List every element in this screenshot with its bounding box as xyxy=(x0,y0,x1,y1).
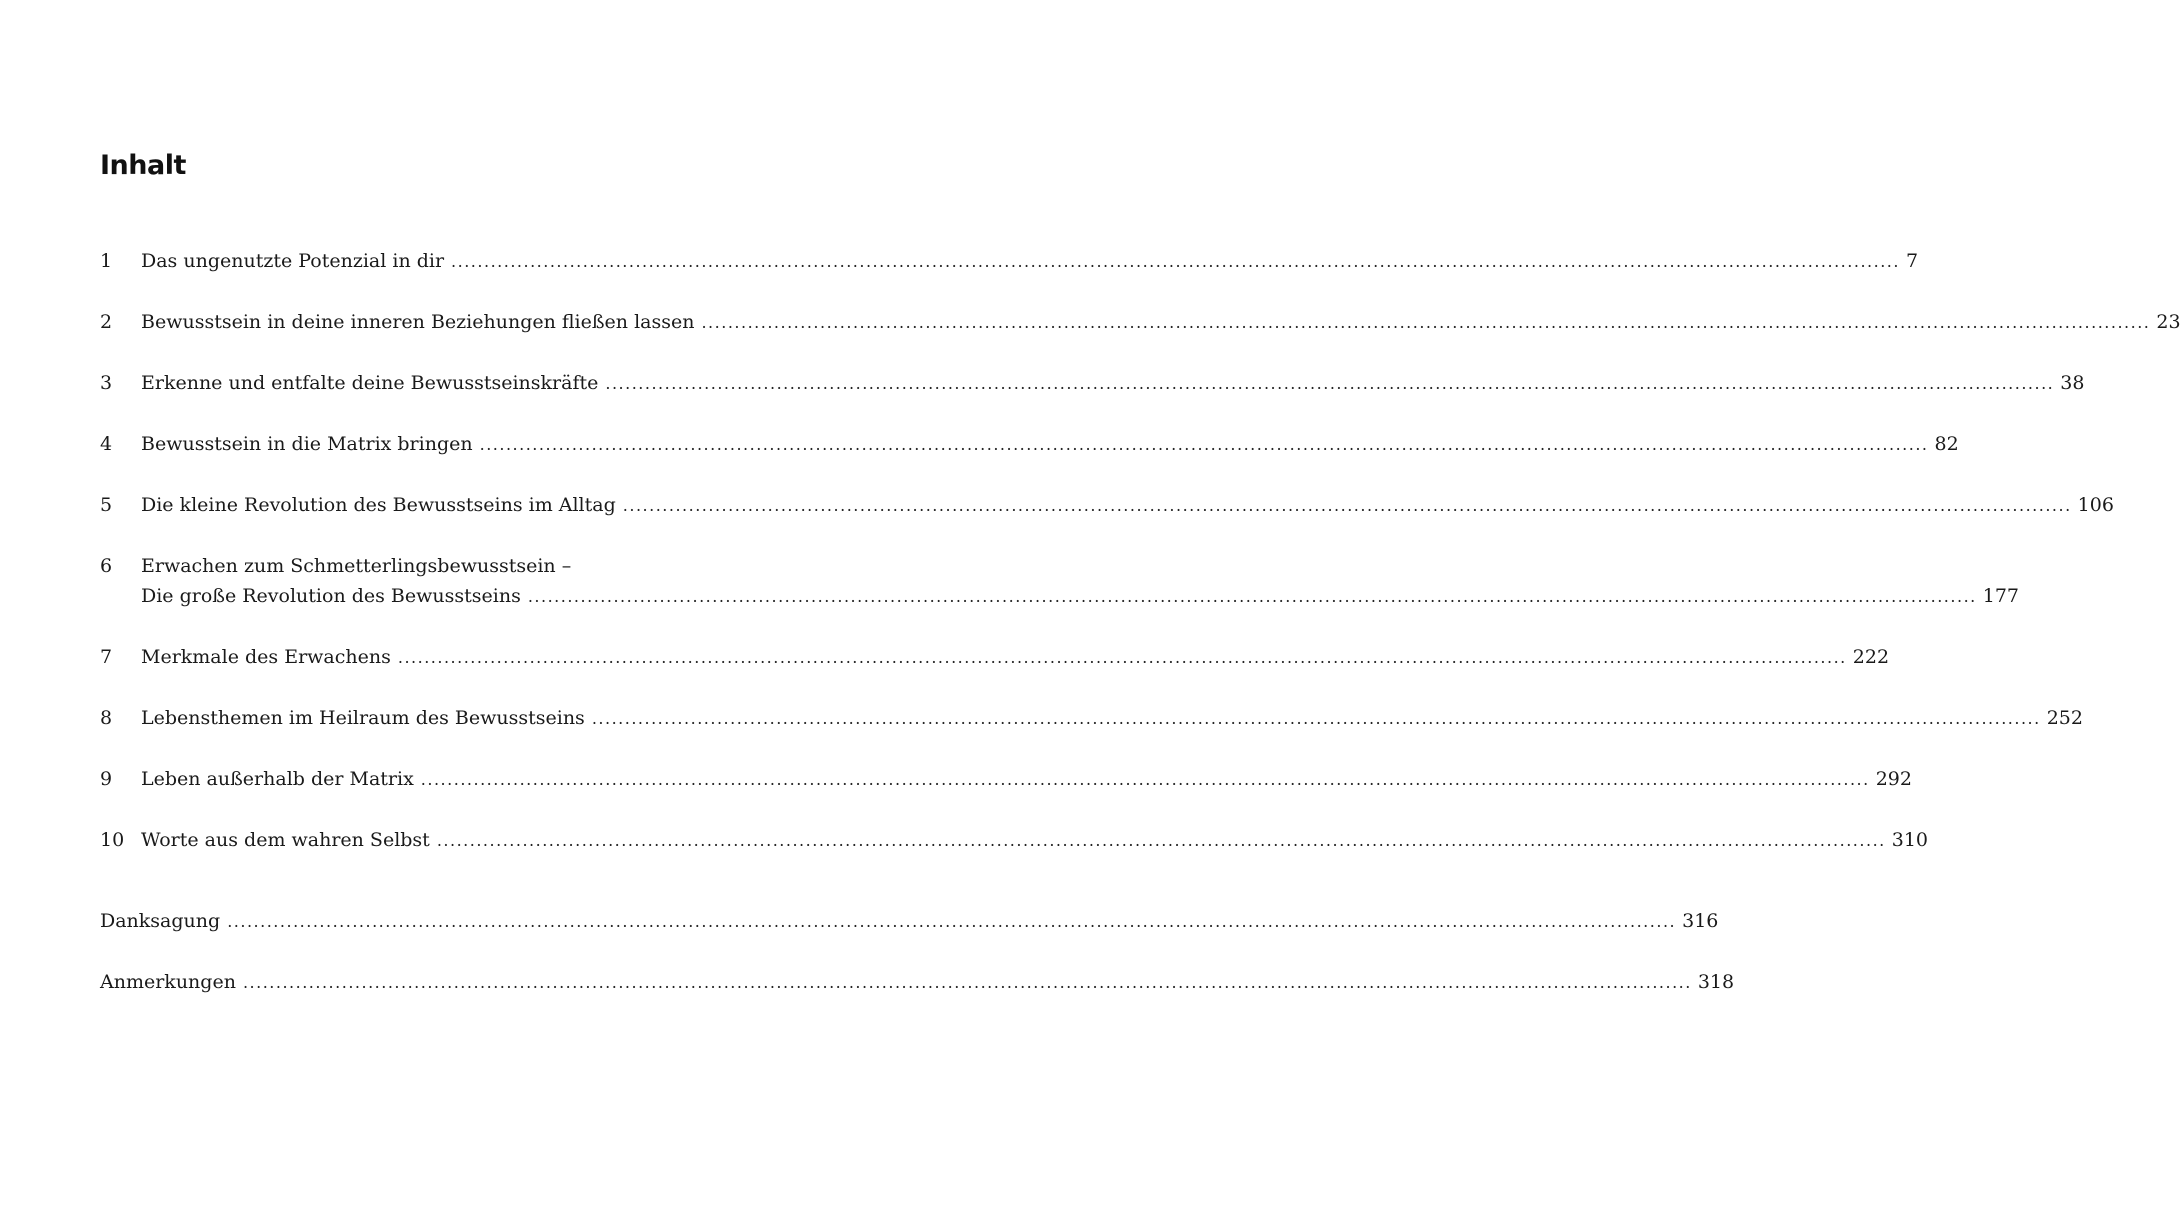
page-number: 177 xyxy=(1982,585,2019,607)
page-number: 82 xyxy=(1934,433,1959,455)
chapter-title: Merkmale des Erwachens xyxy=(141,646,391,668)
toc-entry[interactable] xyxy=(100,429,1959,460)
back-matter-body xyxy=(100,967,1735,998)
toc-entry[interactable] xyxy=(100,764,1912,795)
page-number: 106 xyxy=(2077,494,2114,516)
back-matter-entry[interactable] xyxy=(100,967,1735,998)
chapter-title: Worte aus dem wahren Selbst xyxy=(141,829,430,851)
chapter-title: Das ungenutzte Potenzial in dir xyxy=(141,250,445,272)
page-number: 38 xyxy=(2060,372,2085,394)
toc-entry[interactable] xyxy=(100,825,1928,856)
chapter-title: Erkenne und entfalte deine Bewusstseinskräfte xyxy=(141,372,599,394)
back-matter-line xyxy=(100,967,1735,998)
page-number: 7 xyxy=(1905,250,1919,272)
page-number: 318 xyxy=(1697,971,1735,993)
chapter-title: Bewusstsein in deine inneren Beziehungen fließen lassen xyxy=(141,311,695,333)
dot-leader: ............................................................................................................................................................................................................................ xyxy=(436,831,1886,850)
chapter-body xyxy=(141,551,2019,612)
dot-leader: ............................................................................................................................................................................................................................ xyxy=(420,770,1870,789)
dot-leader: ............................................................................................................................................................................................................................ xyxy=(527,587,1977,606)
chapter-number: 4 xyxy=(100,433,113,455)
dot-leader: ............................................................................................................................................................................................................................ xyxy=(451,252,1900,271)
dot-leader: ............................................................................................................................................................................................................................ xyxy=(622,496,2072,515)
page-number: 292 xyxy=(1875,768,1912,790)
chapter-body xyxy=(141,825,1928,856)
chapter-title: Lebensthemen im Heilraum des Bewusstseins xyxy=(141,707,585,729)
chapter-body xyxy=(141,642,1890,673)
chapter-title: Die kleine Revolution des Bewusstseins im Alltag xyxy=(141,494,616,516)
chapter-title-line xyxy=(141,490,2114,521)
toc-entry[interactable] xyxy=(100,490,2114,521)
chapter-title-line xyxy=(141,551,756,581)
page-number: 316 xyxy=(1682,910,1719,932)
chapter-number: 10 xyxy=(100,829,125,851)
chapter-number: 8 xyxy=(100,707,113,729)
chapter-title-line xyxy=(141,825,1928,856)
chapter-title: Leben außerhalb der Matrix xyxy=(141,768,414,790)
page-title: Inhalt xyxy=(100,150,186,181)
chapter-number: 5 xyxy=(100,494,113,516)
dot-leader: ............................................................................................................................................................................................................................ xyxy=(701,313,2151,332)
toc-entry[interactable] xyxy=(100,642,1890,673)
dot-leader: ............................................................................................................................................................................................................................ xyxy=(591,709,2041,728)
chapter-title: Erwachen zum Schmetterlingsbewusstsein – xyxy=(141,555,572,577)
chapter-body xyxy=(141,307,2181,338)
chapter-title-line xyxy=(141,368,2085,399)
page-number: 23 xyxy=(2156,311,2181,333)
chapter-title-line xyxy=(141,642,1890,673)
dot-leader: ............................................................................................................................................................................................................................ xyxy=(242,973,1692,992)
chapter-body xyxy=(141,764,1912,795)
toc-entry[interactable] xyxy=(100,551,2019,612)
back-matter-entry[interactable] xyxy=(100,906,1719,937)
chapter-title-line xyxy=(141,429,1959,460)
back-matter-title: Danksagung xyxy=(100,910,221,932)
toc-entry[interactable] xyxy=(100,368,2085,399)
dot-leader: ............................................................................................................................................................................................................................ xyxy=(397,648,1847,667)
chapter-list xyxy=(100,246,2181,886)
chapter-number: 7 xyxy=(100,646,113,668)
chapter-number: 2 xyxy=(100,311,113,333)
chapter-title-line xyxy=(141,246,1919,277)
back-matter-line xyxy=(100,906,1719,937)
chapter-number: 6 xyxy=(100,555,113,577)
chapter-title-line xyxy=(141,307,2181,338)
back-matter-list xyxy=(100,906,1735,1028)
page-number: 222 xyxy=(1852,646,1890,668)
back-matter-body xyxy=(100,906,1719,937)
chapter-title-line xyxy=(141,703,2083,734)
chapter-number: 3 xyxy=(100,372,113,394)
chapter-title-line xyxy=(141,581,2019,612)
chapter-body xyxy=(141,246,1919,277)
dot-leader: ............................................................................................................................................................................................................................ xyxy=(227,912,1677,931)
dot-leader: ............................................................................................................................................................................................................................ xyxy=(479,435,1929,454)
chapter-number: 1 xyxy=(100,250,113,272)
page-number: 252 xyxy=(2046,707,2083,729)
chapter-number: 9 xyxy=(100,768,113,790)
toc-entry[interactable] xyxy=(100,307,2181,338)
chapter-body xyxy=(141,429,1959,460)
toc-entry[interactable] xyxy=(100,246,1919,277)
chapter-body xyxy=(141,490,2114,521)
chapter-title-line xyxy=(141,764,1912,795)
chapter-title: Die große Revolution des Bewusstseins xyxy=(141,585,521,607)
back-matter-title: Anmerkungen xyxy=(100,971,236,993)
dot-leader: ............................................................................................................................................................................................................................ xyxy=(605,374,2055,393)
chapter-body xyxy=(141,368,2085,399)
chapter-body xyxy=(141,703,2083,734)
chapter-title: Bewusstsein in die Matrix bringen xyxy=(141,433,473,455)
toc-entry[interactable] xyxy=(100,703,2083,734)
page-number: 310 xyxy=(1891,829,1928,851)
